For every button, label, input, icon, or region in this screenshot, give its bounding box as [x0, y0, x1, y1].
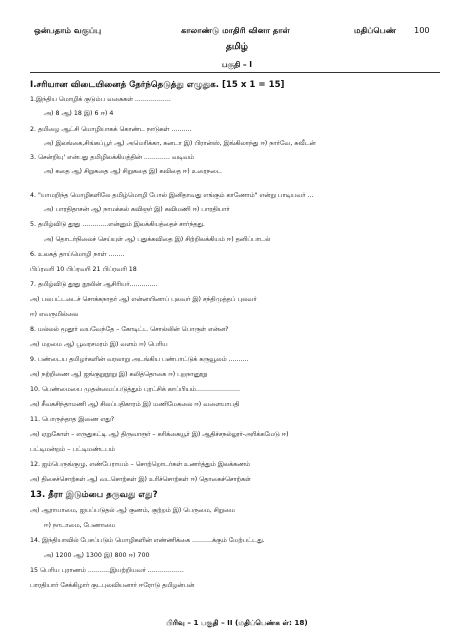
- subject-title: தமிழ்: [226, 42, 248, 52]
- question: 9. பண்டைய தமிழர்களின் வரலாறு அடங்கிய பண்பாட்டுக் கருவூலம் ..........: [30, 356, 249, 363]
- options: அ) ஆராயாமை, ஐயப்படுதல் ஆ) குணம், குற்றம் இ) பெருமை, சிறுமை: [30, 507, 235, 514]
- question: 10. பெண்மையை முதன்மைப்படுத்தும் புரட்சிக் காப்பியம்......................: [30, 386, 241, 393]
- options: அ) ஏறுகோள் – எருதுகட்டி ஆ) திருவாரூர் – கரிக்கையூர் இ) ஆதிச்சநல்லூர்-அரிக்கமேடு ஈ): [30, 431, 289, 438]
- options: அ) திசைச்சொற்கள் ஆ) வடசொற்கள் இ) உரிச்சொற்கள் ஈ) தொகைச்சொற்கள்: [30, 476, 251, 483]
- options: அ) இலங்கை,சிங்கப்பூர் ஆ) அமெரிக்கா, கனடா இ) பிரான்ஸ், இங்கிலாந்து ஈ) நார்வே, சுவீடன்: [44, 140, 316, 147]
- options: பாரதியார் சேக்கிழார் குடபுலவியனார் ஈரோடு தமிழன்பன்: [30, 582, 195, 589]
- options: அ) கதை ஆ) சிறுகதை ஆ) சிறுகதை இ) கவிதை ஈ) உரைநடை: [44, 168, 222, 175]
- class-label: ஒன்பதாம் வகுப்பு: [34, 25, 102, 35]
- question: 12. ஐம்பெருங்குழு, எண்பேராயம் – சொற்றொடர்கள் உணர்த்தும் இலக்கணம்: [30, 461, 251, 468]
- options: அ) பாரதிதாசன் ஆ) நாமக்கல் கவிஞர் இ) கவிமணி ஈ) பாரதியார்: [44, 206, 230, 213]
- options-continued: பட்டிமன்றம் – பட்டிமண்டபம்: [30, 446, 115, 453]
- options: அ) 1200 ஆ) 1300 இ) 800 ஈ) 700: [44, 552, 150, 559]
- options-continued: ஈ) எவருமில்லை: [30, 311, 79, 318]
- question: 6. உலகத் தாய்மொழி நாள் ........: [30, 251, 125, 258]
- exam-title: காலாண்டு மாதிரி வினா தாள்: [181, 25, 290, 35]
- question: 11. பொருந்தாத இணை எது?: [30, 416, 115, 423]
- total-marks: 100: [414, 25, 430, 35]
- options: அ) பலபட்டடைச் சொக்கநாதர் ஆ) என்னயினாப் புலவர் இ) சந்திமுத்தப் புலவர்: [30, 296, 257, 303]
- options: அ) சீவகசிந்தாமணி ஆ) சிலப்பதிகாரம் இ) மணிமேகலை ஈ) வளையாபதி: [30, 401, 240, 408]
- options: பிப்ரவரி 10 பிப்ரவரி 21 பிப்ரவரி 18: [30, 266, 137, 273]
- question: 1.இந்திய மொழிக் குடும்ப வகைகள் ..................: [30, 96, 171, 103]
- options: அ) தொடர்நிலைச் செய்யுள் ஆ) புதுக்கவிதை இ) சிற்றிலக்கியம் ஈ) தனிப்பாடல்: [44, 236, 271, 243]
- question: 4. "யாமறிந்த மொழிகளிலே தமிழ்மொழி போல் இனிதாவது எங்கும் காணோம்" என்று பாடியவர் ...: [30, 192, 314, 199]
- options: அ) மறமை ஆ) பூவரசமரம் இ) வளம் ஈ) பெரிய: [30, 341, 168, 348]
- part-title: பகுதி – I: [221, 60, 253, 69]
- section-instruction: I.சரியான விடையினைத் தேர்ந்தெடுத்து எழுதுக. [15 x 1 = 15]: [30, 80, 285, 90]
- question: 2. தமிழை ஆட்சி மொழியாகக் கொண்ட நாடுகள் ..........: [30, 126, 192, 133]
- options: அ) நற்றிணை ஆ) ஐங்குறுநூறு இ) கலித்தொகை ஈ) புறநானூறு: [30, 371, 208, 378]
- section-divider: [30, 72, 440, 73]
- question: 13. தீரா இடும்பை தருவது எது?: [30, 490, 158, 500]
- marks-label: மதிப்பெண்: [354, 25, 397, 35]
- options-continued: ஈ) நாடாமை, பேணாமை: [44, 522, 116, 529]
- question: 7. தமிழ்விடு தூது நூலின் ஆசிரியர்..............: [30, 281, 158, 288]
- question: 14. இந்தியாவில் பேசப்படும் மொழிகளின் எண்ணிக்கை ..........க்கும் மேற்பட்டது.: [30, 537, 265, 544]
- question: 3. சென்றியு' என்பது தமிழிலக்கியத்தின் ............. வடிவம்: [30, 154, 195, 161]
- options: அ) 8 ஆ) 18 இ) 6 ஈ) 4: [44, 110, 114, 117]
- page-footer: பிரிவு – 1 பகுதி – II (மதிப்பெண்க ள்: 18): [166, 618, 308, 627]
- question: 5. தமிழ்விடு தூது .............என்னும் இலக்கியத்தைச் சார்ந்தது.: [30, 221, 205, 228]
- question: 8. மல்லல் மூதூர் வயவேந்தே – கோடிட்ட சொல்லின் பொருள் என்ன?: [30, 326, 229, 333]
- question: 15 பெரிய புராணம் ...........இயற்றியவர் ..................: [30, 567, 184, 574]
